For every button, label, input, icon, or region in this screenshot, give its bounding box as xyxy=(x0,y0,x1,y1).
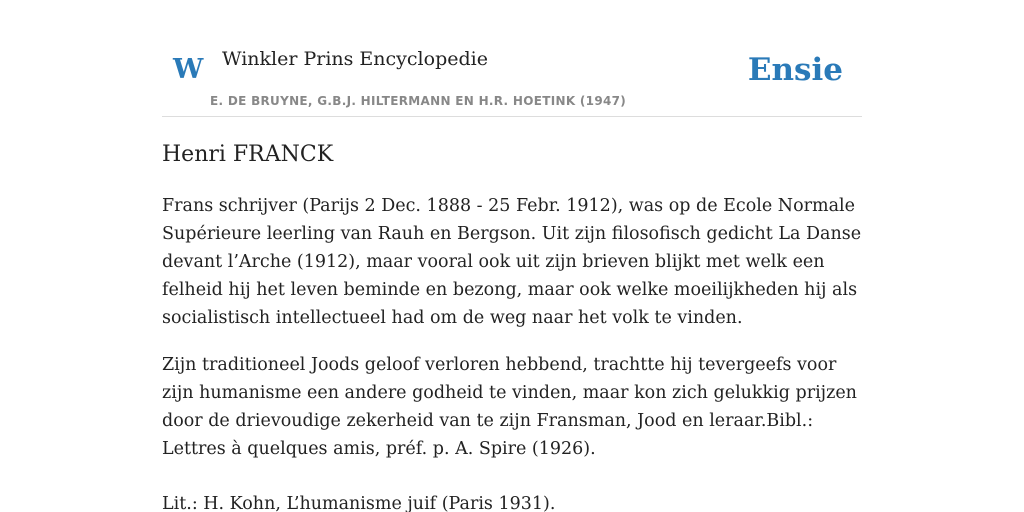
ensie-brand-link[interactable]: Ensie xyxy=(747,52,843,88)
article-paragraph: Frans schrijver (Parijs 2 Dec. 1888 - 25 Febr. 1912), was op de Ecole Normale Supérieure leerling van Rauh en Bergson. Uit zijn filosofisch gedicht La Danse devant l’Arche (1912), maar vooral ook uit zijn brieven blijkt met welk een felheid hij het leven beminde en bezong, maar ook welke moeilijkheden hij als socialistisch intellectueel had om de weg naar het volk te vinden. xyxy=(162,196,862,328)
encyclopedia-logo-icon[interactable]: W xyxy=(173,54,204,85)
article-literature: Lit.: H. Kohn, L’humanisme juif (Paris 1931). xyxy=(162,494,556,512)
article-paragraph: Zijn traditioneel Joods geloof verloren hebbend, trachtte hij tevergeefs voor zijn humanisme een andere godheid te vinden, maar kon zich gelukkig prijzen door de drievoudige zekerheid van te zijn Fransman, Jood en leraar.Bibl.: Lettres à quelques amis, préf. p. A. Spire (1926). xyxy=(162,355,857,459)
article-title: Henri FRANCK xyxy=(162,142,334,167)
site-header xyxy=(162,38,862,117)
encyclopedia-authors: E. DE BRUYNE, G.B.J. HILTERMANN EN H.R. HOETINK (1947) xyxy=(210,94,627,108)
encyclopedia-title[interactable]: Winkler Prins Encyclopedie xyxy=(222,48,488,70)
